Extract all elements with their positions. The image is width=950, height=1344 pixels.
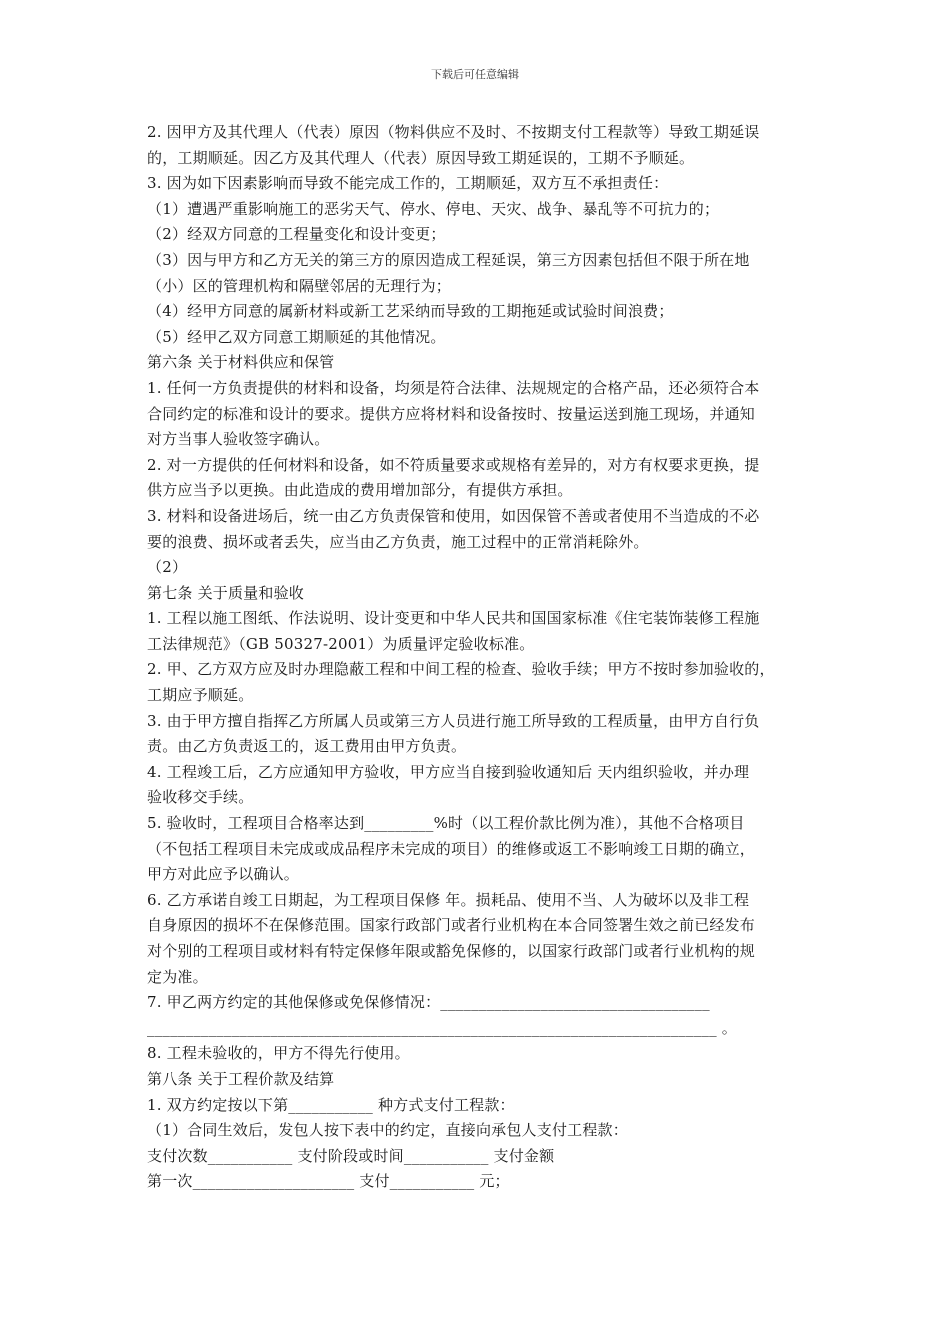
text-line: 对方当事人验收签字确认。 bbox=[147, 430, 330, 449]
contract-body bbox=[147, 120, 837, 1195]
text-line: 2. 甲、乙方双方应及时办理隐蔽工程和中间工程的检查、验收手续；甲方不按时参加验收的， bbox=[147, 660, 775, 679]
section-heading: 第七条 关于质量和验收 bbox=[147, 583, 304, 602]
text-line: 5. 验收时，工程项目合格率达到_________%时（以工程价款比例为准），其他不合格项目 bbox=[147, 814, 745, 833]
text-line: （5）经甲乙双方同意工期顺延的其他情况。 bbox=[147, 327, 446, 346]
text-line: 自身原因的损坏不在保修范围。国家行政部门或者行业机构在本合同签署生效之前已经发布 bbox=[147, 916, 756, 935]
text-line: 第一次_____________________ 支付___________ 元； bbox=[147, 1172, 510, 1191]
text-line: 支付次数___________ 支付阶段或时间___________ 支付金额 bbox=[147, 1146, 555, 1165]
text-line: 对个别的工程项目或材料有特定保修年限或豁免保修的，以国家行政部门或者行业机构的规 bbox=[147, 942, 756, 960]
text-line: （4）经甲方同意的属新材料或新工艺采纳而导致的工期拖延或试验时间浪费； bbox=[147, 302, 674, 321]
text-line: 4. 工程竣工后，乙方应通知甲方验收，甲方应当自接到验收通知后 天内组织验收，并办理 bbox=[147, 762, 750, 781]
text-line: （3）因与甲方和乙方无关的第三方的原因造成工程延误，第三方因素包括但不限于所在地 bbox=[147, 250, 750, 269]
text-line: __________________________________________________________________________ 。 bbox=[147, 1018, 737, 1037]
text-line: 工期应予顺延。 bbox=[147, 686, 254, 705]
text-line: （1）合同生效后，发包人按下表中的约定，直接向承包人支付工程款： bbox=[147, 1121, 628, 1140]
text-line: 6. 乙方承诺自竣工日期起，为工程项目保修 年。损耗品、使用不当、人为破坏以及非工程 bbox=[147, 890, 750, 909]
text-line: 定为准。 bbox=[147, 967, 208, 986]
text-line: 甲方对此应予以确认。 bbox=[147, 865, 300, 884]
text-line: （不包括工程项目未完成或成品程序未完成的项目）的维修或返工不影响竣工日期的确立， bbox=[147, 839, 756, 858]
text-line: 验收移交手续。 bbox=[147, 788, 254, 807]
section-heading: 第六条 关于材料供应和保管 bbox=[147, 353, 335, 372]
text-line: 工法律规范》（GB 50327-2001）为质量评定验收标准。 bbox=[147, 634, 535, 653]
text-line: 1. 双方约定按以下第___________ 种方式支付工程款： bbox=[147, 1095, 515, 1114]
text-line: 2. 对一方提供的任何材料和设备，如不符质量要求或规格有差异的，对方有权要求更换，提 bbox=[147, 455, 760, 474]
text-line: 责。由乙方负责返工的，返工费用由甲方负责。 bbox=[147, 737, 467, 756]
text-line: （1）遭遇严重影响施工的恶劣天气、停水、停电、天灾、战争、暴乱等不可抗力的； bbox=[147, 199, 720, 218]
text-line: 8. 工程未验收的，甲方不得先行使用。 bbox=[147, 1044, 410, 1063]
text-line: 要的浪费、损坏或者丢失，应当由乙方负责，施工过程中的正常消耗除外。 bbox=[147, 532, 649, 551]
section-heading: 第八条 关于工程价款及结算 bbox=[147, 1069, 335, 1088]
text-line: 2. 因甲方及其代理人（代表）原因（物料供应不及时、不按期支付工程款等）导致工期延误 bbox=[147, 123, 760, 141]
text-line: 3. 材料和设备进场后，统一由乙方负责保管和使用，如因保管不善或者使用不当造成的不必 bbox=[147, 506, 760, 525]
text-line: 供方应当予以更换。由此造成的费用增加部分，有提供方承担。 bbox=[147, 481, 573, 500]
text-line: （2） bbox=[147, 558, 188, 577]
text-line: 1. 工程以施工图纸、作法说明、设计变更和中华人民共和国国家标准《住宅装饰装修工程施 bbox=[147, 609, 760, 628]
text-line: 1. 任何一方负责提供的材料和设备，均须是符合法律、法规规定的合格产品，还必须符合本 bbox=[147, 378, 760, 397]
page-header-note: 下载后可任意编辑 bbox=[431, 68, 519, 81]
text-line: 3. 因为如下因素影响而导致不能完成工作的，工期顺延，双方互不承担责任： bbox=[147, 174, 669, 193]
text-line: 7. 甲乙两方约定的其他保修或免保修情况：___________________________________ bbox=[147, 993, 710, 1012]
text-line: 3. 由于甲方擅自指挥乙方所属人员或第三方人员进行施工所导致的工程质量，由甲方自行负 bbox=[147, 711, 760, 730]
text-line: （小）区的管理机构和隔壁邻居的无理行为； bbox=[147, 276, 452, 295]
text-line: 合同约定的标准和设计的要求。提供方应将材料和设备按时、按量运送到施工现场，并通知 bbox=[147, 404, 756, 423]
text-line: （2）经双方同意的工程量变化和设计变更； bbox=[147, 225, 446, 244]
text-line: 的，工期顺延。因乙方及其代理人（代表）原因导致工期延误的，工期不予顺延。 bbox=[147, 148, 695, 167]
